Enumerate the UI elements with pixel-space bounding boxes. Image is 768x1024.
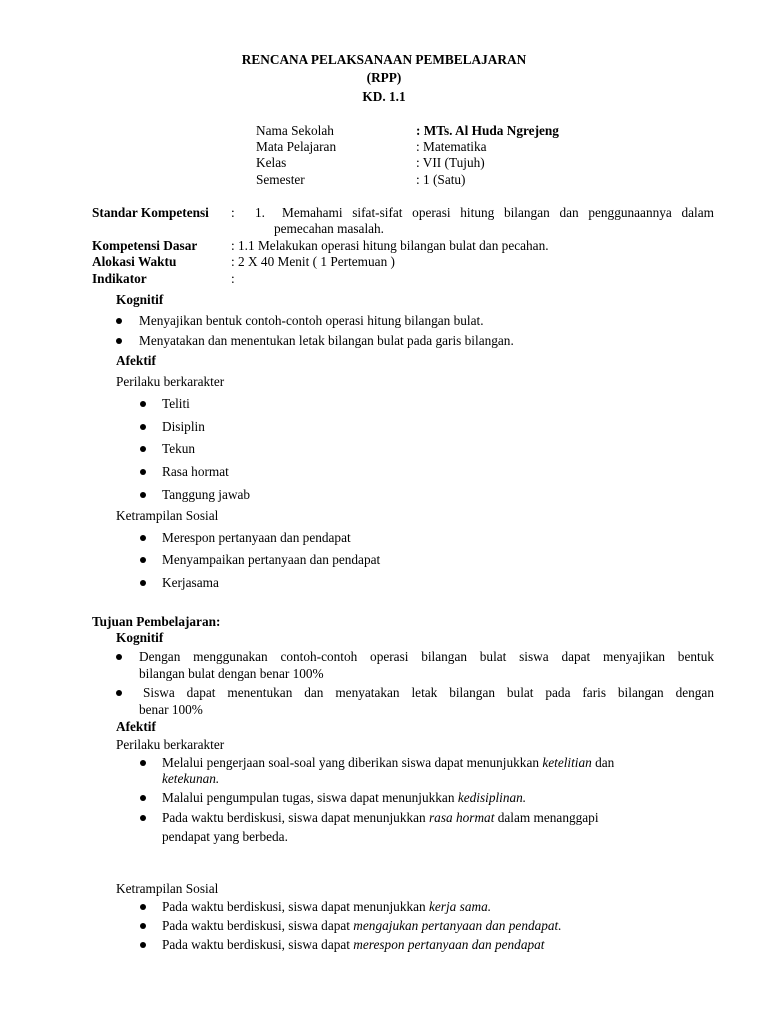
list-item: Disiplin xyxy=(162,419,205,434)
list-item xyxy=(162,937,544,953)
bullet-icon xyxy=(140,557,146,563)
list-item: Tekun xyxy=(162,441,196,456)
indikator-label: Indikator xyxy=(92,271,147,286)
standar-label: Standar Kompetensi xyxy=(92,205,209,220)
bullet-icon xyxy=(140,401,146,407)
list-item-line1: Siswa dapat menentukan dan menyatakan letak bilangan bulat pada faris bilangan dengan xyxy=(143,685,714,700)
list-item xyxy=(162,899,491,915)
emphasis-text: kedisiplinan. xyxy=(457,790,527,805)
text-span: Pada waktu berdiskusi, siswa dapat menunjukkan xyxy=(162,899,429,914)
emphasis-text: rasa hormat xyxy=(429,810,495,825)
bullet-icon xyxy=(116,338,122,344)
identity-value: : MTs. Al Huda Ngrejeng xyxy=(416,123,559,138)
identity-label: Semester xyxy=(256,172,305,187)
list-item xyxy=(162,755,614,771)
list-item-line2: pendapat yang berbeda. xyxy=(162,829,288,844)
text-span: Melalui pengerjaan soal-soal yang diberikan siswa dapat menunjukkan xyxy=(162,755,543,770)
bullet-icon xyxy=(140,492,146,498)
bullet-icon xyxy=(140,580,146,586)
emphasis-text: ketelitian xyxy=(542,755,592,770)
standar-colon: : xyxy=(231,205,235,220)
identity-label: Nama Sekolah xyxy=(256,123,334,138)
bullet-icon xyxy=(140,760,146,766)
bullet-icon xyxy=(140,535,146,541)
doc-kd: KD. 1.1 xyxy=(362,89,406,104)
tujuan-kognitif-heading: Kognitif xyxy=(116,630,164,645)
bullet-icon xyxy=(140,904,146,910)
list-item xyxy=(162,810,599,826)
text-span: Pada waktu berdiskusi, siswa dapat xyxy=(162,918,354,933)
text-span: dalam menanggapi xyxy=(494,810,599,825)
list-item-line1: Dengan menggunakan contoh-contoh operasi bilangan bulat siswa dapat menyajikan bentuk xyxy=(139,649,714,664)
kd-label: Kompetensi Dasar xyxy=(92,238,198,253)
tujuan-afektif-heading: Afektif xyxy=(116,719,156,734)
text-span: Pada waktu berdiskusi, siswa dapat xyxy=(162,937,354,952)
bullet-icon xyxy=(140,942,146,948)
bullet-icon xyxy=(140,923,146,929)
bullet-icon xyxy=(116,690,122,696)
list-item: Menyampaikan pertanyaan dan pendapat xyxy=(162,552,381,567)
indikator-afektif-heading: Afektif xyxy=(116,353,156,368)
indikator-kognitif-heading: Kognitif xyxy=(116,292,164,307)
text-span: Malalui pengumpulan tugas, siswa dapat menunjukkan xyxy=(162,790,458,805)
emphasis-text: kerja sama. xyxy=(429,899,492,914)
list-item-line2: benar 100% xyxy=(139,702,203,717)
identity-label: Mata Pelajaran xyxy=(256,139,337,154)
list-item-line2 xyxy=(162,771,219,787)
tujuan-heading: Tujuan Pembelajaran: xyxy=(92,614,221,629)
list-item: Tanggung jawab xyxy=(162,487,251,502)
identity-value: : 1 (Satu) xyxy=(416,172,466,187)
indikator-colon: : xyxy=(231,271,235,286)
identity-label: Kelas xyxy=(256,155,287,170)
standar-number: 1. xyxy=(255,205,265,220)
list-item: Merespon pertanyaan dan pendapat xyxy=(162,530,351,545)
list-item: Rasa hormat xyxy=(162,464,229,479)
bullet-icon xyxy=(140,446,146,452)
standar-text-line2: pemecahan masalah. xyxy=(274,221,385,236)
standar-text-line1: Memahami sifat-sifat operasi hitung bilangan dan penggunaannya dalam xyxy=(282,205,714,220)
list-item: Kerjasama xyxy=(162,575,219,590)
emphasis-text: merespon pertanyaan dan pendapat xyxy=(353,937,545,952)
indikator-sosial-label: Ketrampilan Sosial xyxy=(116,508,219,523)
bullet-icon xyxy=(140,424,146,430)
bullet-icon xyxy=(140,469,146,475)
list-item: Menyajikan bentuk contoh-contoh operasi hitung bilangan bulat. xyxy=(139,313,484,328)
alokasi-value: : 2 X 40 Menit ( 1 Pertemuan ) xyxy=(231,254,395,269)
kd-value: : 1.1 Melakukan operasi hitung bilangan bulat dan pecahan. xyxy=(231,238,549,253)
emphasis-text: ketekunan. xyxy=(162,771,220,786)
list-item: Menyatakan dan menentukan letak bilangan bulat pada garis bilangan. xyxy=(139,333,514,348)
identity-value: : VII (Tujuh) xyxy=(416,155,485,170)
list-item-line2: bilangan bulat dengan benar 100% xyxy=(139,666,324,681)
list-item xyxy=(162,918,562,934)
bullet-icon xyxy=(140,815,146,821)
list-item xyxy=(162,790,526,806)
bullet-icon xyxy=(140,795,146,801)
list-item: Teliti xyxy=(162,396,190,411)
bullet-icon xyxy=(116,654,122,660)
tujuan-perilaku-label: Perilaku berkarakter xyxy=(116,737,225,752)
bullet-icon xyxy=(116,318,122,324)
emphasis-text: mengajukan pertanyaan dan pendapat. xyxy=(353,918,562,933)
identity-value: : Matematika xyxy=(416,139,487,154)
alokasi-label: Alokasi Waktu xyxy=(92,254,177,269)
indikator-perilaku-label: Perilaku berkarakter xyxy=(116,374,225,389)
doc-subtitle: (RPP) xyxy=(366,70,402,85)
doc-title: RENCANA PELAKSANAAN PEMBELAJARAN xyxy=(241,52,527,67)
text-span: dan xyxy=(591,755,615,770)
text-span: Pada waktu berdiskusi, siswa dapat menunjukkan xyxy=(162,810,429,825)
tujuan-sosial-label: Ketrampilan Sosial xyxy=(116,881,219,896)
